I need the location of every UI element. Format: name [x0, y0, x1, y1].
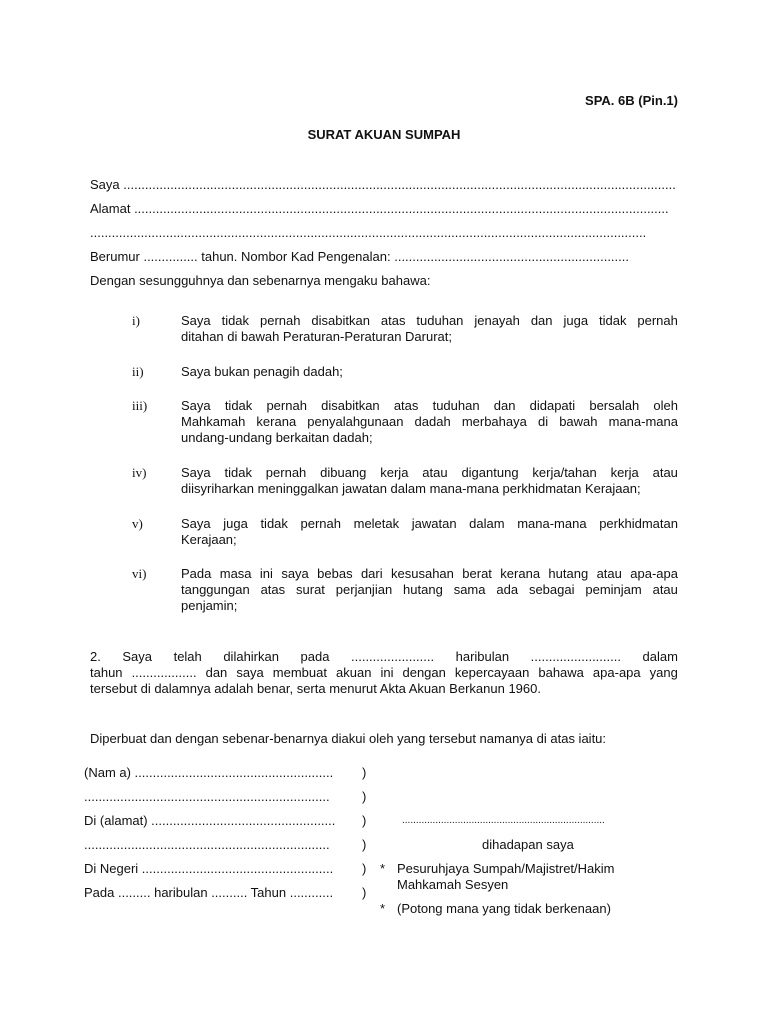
item-number: ii) [132, 364, 144, 379]
item-text-line: Kerajaan; [181, 532, 237, 547]
item-text-line: penjamin; [181, 598, 238, 613]
age-ic-field: Berumur ............... tahun. Nombor Kad Pengenalan: ................................................................. [90, 249, 629, 264]
item-text-line: diisyriharkan meninggalkan jawatan dalam mana-mana perkhidmatan Kerajaan; [181, 481, 641, 496]
bracket: ) [362, 813, 367, 828]
birth-paragraph [90, 649, 678, 697]
declaration-intro: Dengan sesungguhnya dan sebenarnya mengaku bahawa: [90, 273, 431, 288]
officer-title-line-1: Pesuruhjaya Sumpah/Majistret/Hakim [397, 861, 615, 876]
document-title: SURAT AKUAN SUMPAH [307, 127, 461, 142]
name-field: Saya ......................................................................................................................................................... [90, 177, 676, 192]
item-text [181, 313, 678, 345]
bracket: ) [362, 861, 367, 876]
strike-out-note: (Potong mana yang tidak berkenaan) [397, 901, 611, 916]
form-reference: SPA. 6B (Pin.1) [585, 93, 678, 108]
officer-signature-line: ......................................................................... [402, 815, 605, 826]
date-field: Pada ......... haribulan .......... Tahun ............ [84, 885, 334, 900]
item-text-line: ditahan di bawah Peraturan-Peraturan Darurat; [181, 329, 452, 344]
item-text-line: Saya tidak pernah disabitkan atas tuduhan jenayah dan juga tidak pernah [181, 313, 678, 328]
declaration-statement: Diperbuat dan dengan sebenar-benarnya diakui oleh yang tersebut namanya di atas iaitu: [90, 731, 607, 746]
deponent-blank-line-2: .................................................................... [84, 837, 330, 852]
bracket: ) [362, 789, 367, 804]
item-text-line: Pada masa ini saya bebas dari kesusahan berat kerana hutang atau apa-apa [181, 566, 678, 581]
item-number: iii) [132, 398, 148, 413]
item-text [181, 398, 678, 446]
deponent-name-field: (Nam a) ....................................................... [84, 765, 334, 780]
birth-paragraph-line-1: 2. Saya telah dilahirkan pada ....................... haribulan ......................... dalam [90, 649, 678, 664]
before-me-label: dihadapan saya [482, 837, 574, 852]
item-number: vi) [132, 566, 147, 581]
deponent-blank-line-1: .................................................................... [84, 789, 330, 804]
item-text [181, 465, 678, 497]
bracket: ) [362, 837, 367, 852]
item-text-line: Saya tidak pernah dibuang kerja atau digantung kerja/tahan kerja atau [181, 465, 678, 480]
address-continuation-field: .......................................................................................................................................................... [90, 225, 647, 240]
deponent-address-field: Di (alamat) ................................................... [84, 813, 336, 828]
address-field: Alamat .................................................................................................................................................... [90, 201, 669, 216]
bracket: ) [362, 885, 367, 900]
item-number: i) [132, 313, 140, 328]
item-text-line: Saya juga tidak pernah meletak jawatan dalam mana-mana perkhidmatan [181, 516, 678, 531]
bracket: ) [362, 765, 367, 780]
item-text [181, 364, 678, 380]
asterisk-mark: * [380, 901, 386, 916]
birth-paragraph-line-3: tersebut di dalamnya adalah benar, serta menurut Akta Akuan Berkanun 1960. [90, 681, 541, 696]
item-text [181, 516, 678, 548]
item-text-line: tanggungan atas surat perjanjian hutang sama ada sebagai peminjam atau [181, 582, 678, 597]
item-text-line: undang-undang berkaitan dadah; [181, 430, 373, 445]
item-number: iv) [132, 465, 147, 480]
officer-title-line-2: Mahkamah Sesyen [397, 877, 509, 892]
item-text-line: Saya tidak pernah disabitkan atas tuduhan dan didapati bersalah oleh [181, 398, 678, 413]
item-text [181, 566, 678, 614]
item-text-line: Mahkamah kerana penyalahgunaan dadah merbahaya di bawah mana-mana [181, 414, 678, 429]
birth-paragraph-line-2: tahun .................. dan saya membuat akuan ini dengan kepercayaan bahawa apa-apa yang [90, 665, 678, 680]
item-number: v) [132, 516, 143, 531]
asterisk-mark: * [380, 861, 386, 876]
item-text-line: Saya bukan penagih dadah; [181, 364, 343, 379]
state-field: Di Negeri ..................................................... [84, 861, 334, 876]
